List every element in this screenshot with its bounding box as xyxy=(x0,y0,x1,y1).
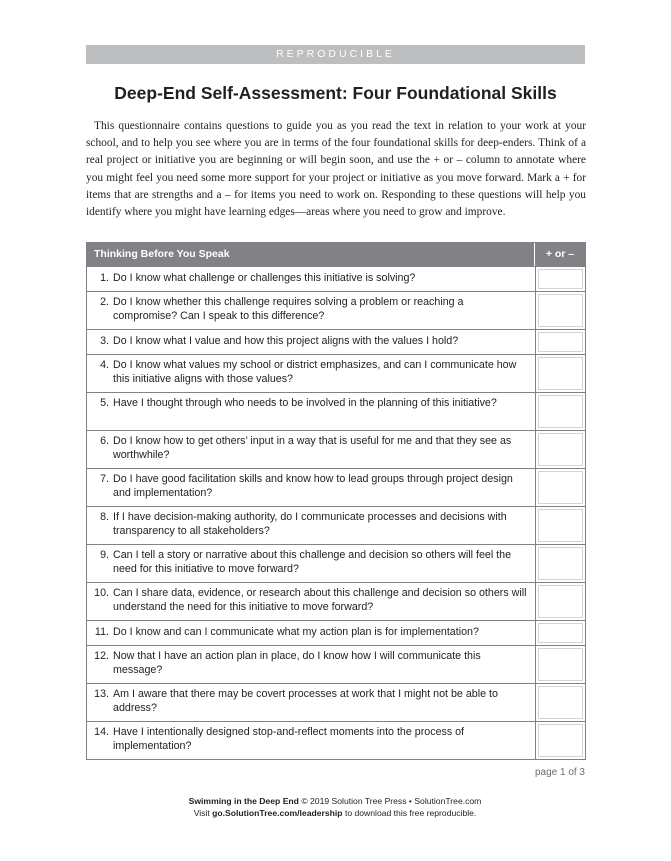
assessment-table xyxy=(86,242,586,760)
question-row xyxy=(87,266,585,291)
question-number: 12. xyxy=(94,650,109,662)
question-text: Do I know what values my school or district emphasizes, and can I communicate how this initiative aligns with those values? xyxy=(113,359,517,385)
mark-cell[interactable] xyxy=(535,583,585,620)
mark-cell[interactable] xyxy=(535,684,585,721)
footer-line-1 xyxy=(86,795,584,807)
question-row xyxy=(87,544,585,582)
reproducible-banner: REPRODUCIBLE xyxy=(86,45,585,64)
question-row xyxy=(87,430,585,468)
table-header xyxy=(87,243,585,266)
question-row xyxy=(87,329,585,354)
footer-line-2 xyxy=(86,807,584,819)
question-row xyxy=(87,354,585,392)
question-row xyxy=(87,721,585,759)
mark-cell[interactable] xyxy=(535,355,585,392)
question-number: 13. xyxy=(94,688,109,700)
footer xyxy=(86,795,584,819)
question-number: 7. xyxy=(100,473,109,485)
question-text: Do I know and can I communicate what my action plan is for implementation? xyxy=(113,626,479,638)
question-text: If I have decision-making authority, do I communicate processes and decisions with transparency to all stakeholders? xyxy=(113,511,507,537)
question-row xyxy=(87,392,585,430)
copyright: © 2019 Solution Tree Press • SolutionTree.com xyxy=(301,796,482,806)
mark-cell[interactable] xyxy=(535,330,585,354)
page-title: Deep-End Self-Assessment: Four Foundational Skills xyxy=(114,83,557,103)
question-text: Do I know what I value and how this project aligns with the values I hold? xyxy=(113,335,459,347)
question-text: Have I intentionally designed stop-and-reflect moments into the process of implementation? xyxy=(113,726,465,752)
question-text: Do I know how to get others’ input in a way that is useful for me and that they see as worthwhile? xyxy=(113,435,512,461)
page-number: page 1 of 3 xyxy=(534,767,585,778)
question-number: 1. xyxy=(100,272,109,284)
mark-cell[interactable] xyxy=(535,507,585,544)
question-row xyxy=(87,291,585,329)
visit-prefix: Visit xyxy=(193,808,210,818)
mark-column-header: + or – xyxy=(534,243,585,266)
section-title: Thinking Before You Speak xyxy=(94,248,230,260)
question-number: 3. xyxy=(100,335,109,347)
mark-cell[interactable] xyxy=(535,545,585,582)
mark-cell[interactable] xyxy=(535,646,585,683)
question-text: Can I tell a story or narrative about this challenge and decision so others will feel the need for this initiative to move forward? xyxy=(113,549,512,575)
footer-url[interactable]: go.SolutionTree.com/leadership xyxy=(212,808,343,818)
question-text: Am I aware that there may be covert processes at work that I might not be able to address? xyxy=(113,688,498,714)
mark-cell[interactable] xyxy=(535,393,585,430)
visit-suffix: to download this free reproducible. xyxy=(344,808,477,818)
question-row xyxy=(87,506,585,544)
intro-paragraph: This questionnaire contains questions to guide you as you read the text in relation to your work at your school, and to help you see where you are in terms of the four foundational skills for deep-enders. Think of a real project or initiative you are beginning or will begin soon, and use the + or – column to annotate where you might feel you need some more support for your project or initiative as you move forward. Mark a + for items that are strengths and a – for items you need to work on. Responding to these questions will help you identify where you might have learning edges—areas where you need to grow and improve. xyxy=(86,120,586,219)
question-row xyxy=(87,645,585,683)
mark-cell[interactable] xyxy=(535,722,585,759)
question-number: 9. xyxy=(100,549,109,561)
question-text: Do I know what challenge or challenges this initiative is solving? xyxy=(113,272,416,284)
question-row xyxy=(87,683,585,721)
question-text: Do I have good facilitation skills and know how to lead groups through project design and implementation? xyxy=(113,473,513,499)
question-number: 5. xyxy=(100,397,109,409)
question-row xyxy=(87,582,585,620)
question-number: 4. xyxy=(100,359,109,371)
mark-cell[interactable] xyxy=(535,621,585,645)
question-text: Do I know whether this challenge requires solving a problem or reaching a compromise? Can I speak to this difference? xyxy=(113,296,464,322)
question-text: Now that I have an action plan in place, do I know how I will communicate this message? xyxy=(113,650,481,676)
question-number: 2. xyxy=(100,296,109,308)
question-number: 10. xyxy=(94,587,109,599)
question-row xyxy=(87,468,585,506)
question-text: Have I thought through who needs to be involved in the planning of this initiative? xyxy=(113,397,497,409)
mark-cell[interactable] xyxy=(535,431,585,468)
mark-cell[interactable] xyxy=(535,469,585,506)
question-number: 11. xyxy=(94,626,109,638)
question-number: 14. xyxy=(94,726,109,738)
book-title: Swimming in the Deep End xyxy=(188,796,299,806)
question-row xyxy=(87,620,585,645)
mark-cell[interactable] xyxy=(535,292,585,329)
question-text: Can I share data, evidence, or research about this challenge and decision so others will understand the need for this initiative to move forward? xyxy=(113,587,527,613)
mark-cell[interactable] xyxy=(535,267,585,291)
question-number: 6. xyxy=(100,435,109,447)
question-number: 8. xyxy=(100,511,109,523)
